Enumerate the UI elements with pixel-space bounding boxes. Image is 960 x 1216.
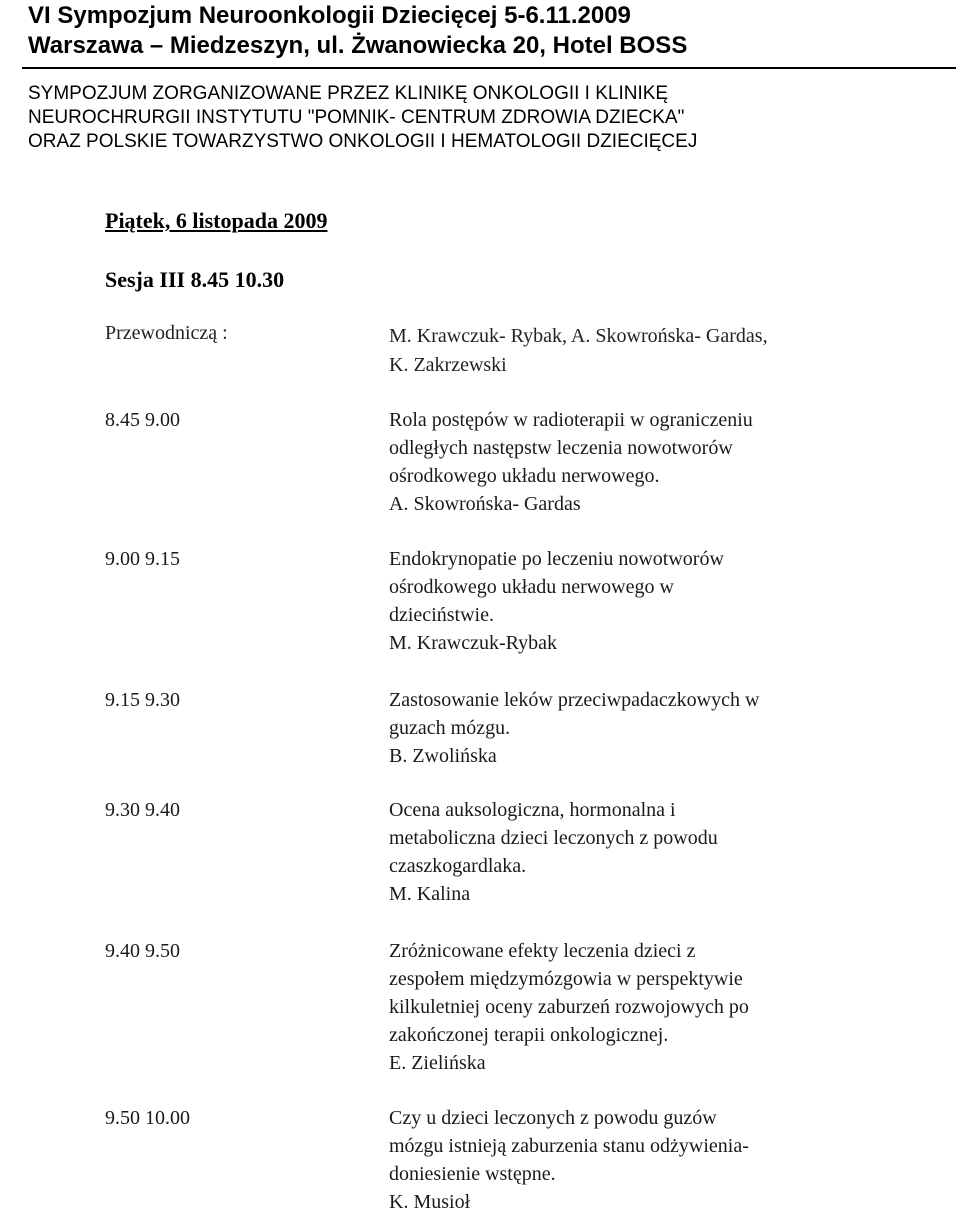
day-heading: Piątek, 6 listopada 2009 [105, 208, 328, 233]
organizer-line: ORAZ POLSKIE TOWARZYSTWO ONKOLOGII I HEMATOLOGII DZIECIĘCEJ [28, 131, 698, 152]
talk-title-line: Rola postępów w radioterapii w ograniczeniu [389, 409, 753, 431]
talk-title-line: ośrodkowego układu nerwowego w [389, 576, 674, 598]
talk-body [389, 1104, 859, 1216]
talk-author: A. Skowrońska- Gardas [389, 493, 581, 515]
talk-title-line: dzieciństwie. [389, 604, 494, 626]
talk-title-line: guzach mózgu. [389, 717, 511, 739]
organizer-line: SYMPOZJUM ZORGANIZOWANE PRZEZ KLINIKĘ ONKOLOGII I KLINIKĘ [28, 83, 669, 104]
talk-title-line: Ocena auksologiczna, hormonalna i [389, 799, 676, 821]
talk-title-line: mózgu istnieją zaburzenia stanu odżywienia- [389, 1135, 749, 1157]
talk-body [389, 937, 859, 1077]
talk-title-line: kilkuletniej oceny zaburzeń rozwojowych po [389, 996, 749, 1018]
talk-body [389, 686, 859, 770]
talk-title-line: zakończonej terapii onkologicznej. [389, 1024, 669, 1046]
talk-time: 9.15 9.30 [105, 689, 180, 711]
chairs-names [389, 322, 889, 380]
talk-body [389, 406, 859, 518]
talk-title-line: ośrodkowego układu nerwowego. [389, 465, 660, 487]
talk-title-line: czaszkogardlaka. [389, 855, 527, 877]
talk-title-line: odległych następstw leczenia nowotworów [389, 437, 733, 459]
talk-time: 9.40 9.50 [105, 940, 180, 962]
talk-title-line: Zróżnicowane efekty leczenia dzieci z [389, 940, 696, 962]
talk-title-line: Czy u dzieci leczonych z powodu guzów [389, 1107, 717, 1129]
talk-author: B. Zwolińska [389, 745, 497, 767]
organizer-line: NEUROCHRURGII INSTYTUTU "POMNIK- CENTRUM ZDROWIA DZIECKA" [28, 107, 685, 128]
symposium-venue: Warszawa – Miedzeszyn, ul. Żwanowiecka 20, Hotel BOSS [28, 32, 688, 59]
header-divider [22, 67, 956, 69]
talk-time: 9.00 9.15 [105, 548, 180, 570]
talk-body [389, 545, 859, 657]
talk-body [389, 796, 859, 908]
talk-title-line: Zastosowanie leków przeciwpadaczkowych w [389, 689, 760, 711]
talk-time: 8.45 9.00 [105, 409, 180, 431]
chairs-names-line: K. Zakrzewski [389, 354, 507, 376]
talk-author: M. Krawczuk-Rybak [389, 632, 558, 654]
symposium-title: VI Sympozjum Neuroonkologii Dziecięcej 5-6.11.2009 [28, 2, 631, 29]
talk-time: 9.30 9.40 [105, 799, 180, 821]
talk-author: E. Zielińska [389, 1052, 486, 1074]
chairs-label: Przewodniczą : [105, 322, 228, 344]
talk-author: M. Kalina [389, 883, 471, 905]
session-heading: Sesja III 8.45 10.30 [105, 267, 285, 292]
talk-author: K. Musioł [389, 1191, 471, 1213]
talk-title-line: zespołem międzymózgowia w perspektywie [389, 968, 743, 990]
talk-time: 9.50 10.00 [105, 1107, 190, 1129]
talk-title-line: metaboliczna dzieci leczonych z powodu [389, 827, 718, 849]
talk-title-line: doniesienie wstępne. [389, 1163, 556, 1185]
talk-title-line: Endokrynopatie po leczeniu nowotworów [389, 548, 724, 570]
chairs-names-line: M. Krawczuk- Rybak, A. Skowrońska- Gardas, [389, 325, 768, 347]
